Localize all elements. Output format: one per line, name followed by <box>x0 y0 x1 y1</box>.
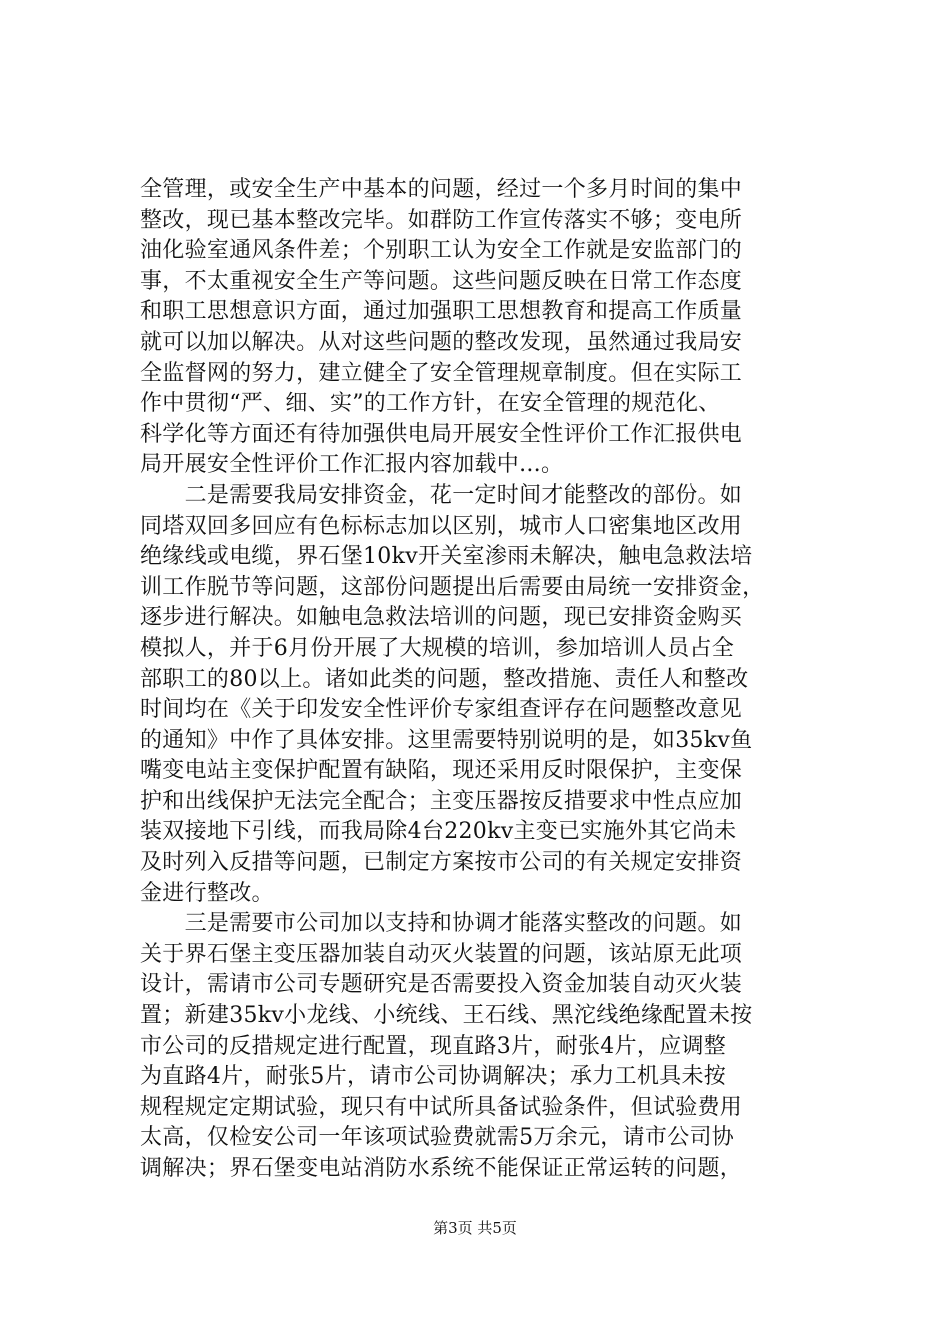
text-line: 二是需要我局安排资金，花一定时间才能整改的部份。如 <box>140 482 743 508</box>
text-line: 事，不太重视安全生产等问题。这些问题反映在日常工作态度 <box>140 268 743 294</box>
text-line: 装双接地下引线，而我局除4台220kv主变已实施外其它尚未 <box>140 819 737 845</box>
text-line: 三是需要市公司加以支持和协调才能落实整改的问题。如 <box>140 911 743 937</box>
text-line: 及时列入反措等问题，已制定方案按市公司的有关规定安排资 <box>140 850 743 876</box>
text-line: 太高，仅检安公司一年该项试验费就需5万余元，请市公司协 <box>140 1125 735 1151</box>
text-line: 训工作脱节等问题，这部份问题提出后需要由局统一安排资金， <box>140 574 765 600</box>
text-line: 部职工的80以上。诸如此类的问题，整改措施、责任人和整改 <box>140 666 749 692</box>
text-line: 为直路4片，耐张5片，请市公司协调解决；承力工机具未按 <box>140 1064 727 1090</box>
text-line: 市公司的反措规定进行配置，现直路3片，耐张4片，应调整 <box>140 1033 727 1059</box>
text-line: 局开展安全性评价工作汇报内容加载中...。 <box>140 452 564 478</box>
text-line: 关于界石堡主变压器加装自动灭火装置的问题，该站原无此项 <box>140 941 743 967</box>
text-line: 绝缘线或电缆，界石堡10kv开关室渗雨未解决，触电急救法培 <box>140 544 753 570</box>
text-line: 全监督网的努力，建立健全了安全管理规章制度。但在实际工 <box>140 360 743 386</box>
text-line: 整改，现已基本整改完毕。如群防工作宣传落实不够；变电所 <box>140 207 743 233</box>
body-text <box>140 175 830 1185</box>
text-line: 科学化等方面还有待加强供电局开展安全性评价工作汇报供电 <box>140 421 743 447</box>
text-line: 模拟人，并于6月份开展了大规模的培训，参加培训人员占全 <box>140 635 735 661</box>
text-line: 同塔双回多回应有色标标志加以区别，城市人口密集地区改用 <box>140 513 743 539</box>
text-line: 就可以加以解决。从对这些问题的整改发现，虽然通过我局安 <box>140 329 743 355</box>
text-line: 设计，需请市公司专题研究是否需要投入资金加装自动灭火装 <box>140 972 743 998</box>
text-line: 嘴变电站主变保护配置有缺陷，现还采用反时限保护，主变保 <box>140 758 743 784</box>
page-footer: 第3页 共5页 <box>433 1219 517 1237</box>
text-line: 调解决；界石堡变电站消防水系统不能保证正常运转的问题， <box>140 1156 743 1181</box>
text-line: 护和出线保护无法完全配合；主变压器按反措要求中性点应加 <box>140 788 743 814</box>
text-line: 规程规定定期试验，现只有中试所具备试验条件，但试验费用 <box>140 1094 743 1120</box>
text-line: 逐步进行解决。如触电急救法培训的问题，现已安排资金购买 <box>140 605 743 631</box>
text-line: 全管理，或安全生产中基本的问题，经过一个多月时间的集中 <box>140 177 743 202</box>
text-line: 置；新建35kv小龙线、小统线、王石线、黑沱线绝缘配置未按 <box>140 1003 753 1029</box>
text-line: 油化验室通风条件差；个别职工认为安全工作就是安监部门的 <box>140 238 743 264</box>
text-line: 和职工思想意识方面，通过加强职工思想教育和提高工作质量 <box>140 299 743 325</box>
text-line: 时间均在《关于印发安全性评价专家组查评存在问题整改意见 <box>140 697 743 723</box>
text-line: 作中贯彻“严、细、实”的工作方针，在安全管理的规范化、 <box>140 391 721 417</box>
text-line: 金进行整改。 <box>140 880 274 906</box>
text-line: 的通知》中作了具体安排。这里需要特别说明的是，如35kv鱼 <box>140 727 753 753</box>
